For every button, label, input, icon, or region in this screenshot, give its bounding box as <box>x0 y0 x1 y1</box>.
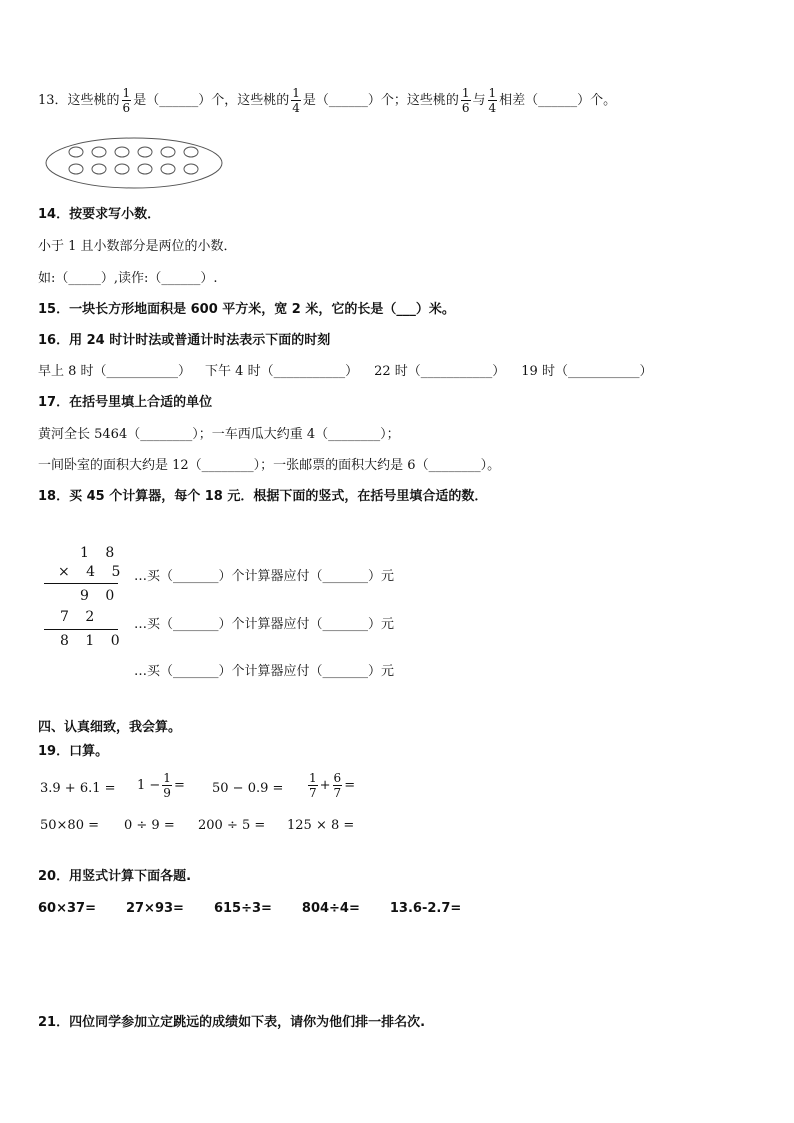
q17-line-2: 一间卧室的面积大约是 12（________）；一张邮票的面积大约是 6（________）。 <box>38 458 501 473</box>
q17-title: 17．在括号里填上合适的单位 <box>38 395 213 410</box>
fraction-1-4: $\frac{1}{4}$ <box>292 86 300 115</box>
q17-line-1: 黄河全长 5464（________）；一车西瓜大约重 4（________）； <box>38 427 400 442</box>
q20-item-4: 804÷4= <box>301 901 360 916</box>
q13-text-2: 是（______）个，这些桃的 <box>133 93 290 108</box>
q16-item-1: 早上 8 时（___________） <box>38 364 192 379</box>
q19-b1: 50×80 = <box>40 818 100 833</box>
q16-item-2: 下午 4 时（___________） <box>205 364 359 379</box>
fraction-1-6: $\frac{1}{6}$ <box>122 86 131 115</box>
vertical-calc-line-2 <box>44 629 118 630</box>
q20-item-3: 615÷3= <box>213 901 272 916</box>
q14-line-2: 如:（_____）,读作:（______）. <box>38 271 218 286</box>
vertical-calc-line-1 <box>44 583 118 584</box>
q16-title: 16．用 24 时计时法或普通计时法表示下面的时刻 <box>38 333 331 348</box>
q19-b2: 0 ÷ 9 = <box>124 818 175 833</box>
q19-title: 19．口算。 <box>38 744 109 759</box>
q18-title: 18．买 45 个计算器，每个 18 元．根据下面的竖式，在括号里填合适的数． <box>38 489 488 504</box>
q19-b3: 200 ÷ 5 = <box>198 818 266 833</box>
q14-line-1: 小于 1 且小数部分是两位的小数． <box>38 239 237 254</box>
q16-items <box>38 363 652 381</box>
q18-line-1: …买（_______）个计算器应付（_______）元 <box>134 569 395 584</box>
fraction-1-6-b: $\frac{1}{6}$ <box>461 86 470 115</box>
vertical-calc-row-1: 1 8 <box>80 545 121 561</box>
fraction-6-7: $\frac{6}{7}$ <box>333 771 342 800</box>
vertical-calc-row-5: 8 1 0 <box>60 633 126 649</box>
q20-item-1: 60×37= <box>38 901 96 916</box>
q19-b4: 125 × 8 = <box>287 818 355 833</box>
q16-item-3: 22 时（___________） <box>374 364 506 379</box>
vertical-calc-row-2: × 4 5 <box>58 564 127 580</box>
q18-line-2: …买（_______）个计算器应付（_______）元 <box>134 617 395 632</box>
fraction-1-4-b: $\frac{1}{4}$ <box>488 86 497 115</box>
q14-title: 14．按要求写小数． <box>38 207 161 222</box>
q20-item-5: 13.6-2.7= <box>389 901 462 916</box>
q13-text-5: 相差（______）个。 <box>499 93 617 108</box>
q13-text-4: 与 <box>472 93 486 108</box>
q20-items <box>38 900 461 918</box>
fraction-1-7: $\frac{1}{7}$ <box>309 771 317 800</box>
q21-text: 21．四位同学参加立定跳远的成绩如下表，请你为他们排一排名次. <box>38 1015 426 1030</box>
peaches-plate-illustration <box>44 136 224 190</box>
q13-text-3: 是（______）个；这些桃的 <box>302 93 459 108</box>
vertical-calc-row-4: 7 2 <box>60 609 101 625</box>
vertical-calc-row-3: 9 0 <box>80 588 121 604</box>
q16-item-4: 19 时（___________） <box>521 364 653 379</box>
q19-a3: 50 − 0.9 = <box>212 781 284 796</box>
fraction-1-9: $\frac{1}{9}$ <box>163 771 171 800</box>
q13-text-1: 13．这些桃的 <box>38 93 120 108</box>
q19-a2: 1 − $\frac{1}{9}$ = <box>137 771 185 800</box>
section-4-title: 四、认真细致，我会算。 <box>38 720 182 735</box>
q18-line-3: …买（_______）个计算器应付（_______）元 <box>134 664 395 679</box>
q13-line <box>38 86 616 115</box>
q15-text: 15．一块长方形地面积是 600 平方米，宽 2 米，它的长是（___）米。 <box>38 302 455 317</box>
q20-item-2: 27×93= <box>125 901 184 916</box>
q19-a4: $\frac{1}{7}$ + $\frac{6}{7}$ = <box>309 771 356 800</box>
q20-title: 20．用竖式计算下面各题. <box>38 869 192 884</box>
q19-a1: 3.9 + 6.1 = <box>40 781 116 796</box>
